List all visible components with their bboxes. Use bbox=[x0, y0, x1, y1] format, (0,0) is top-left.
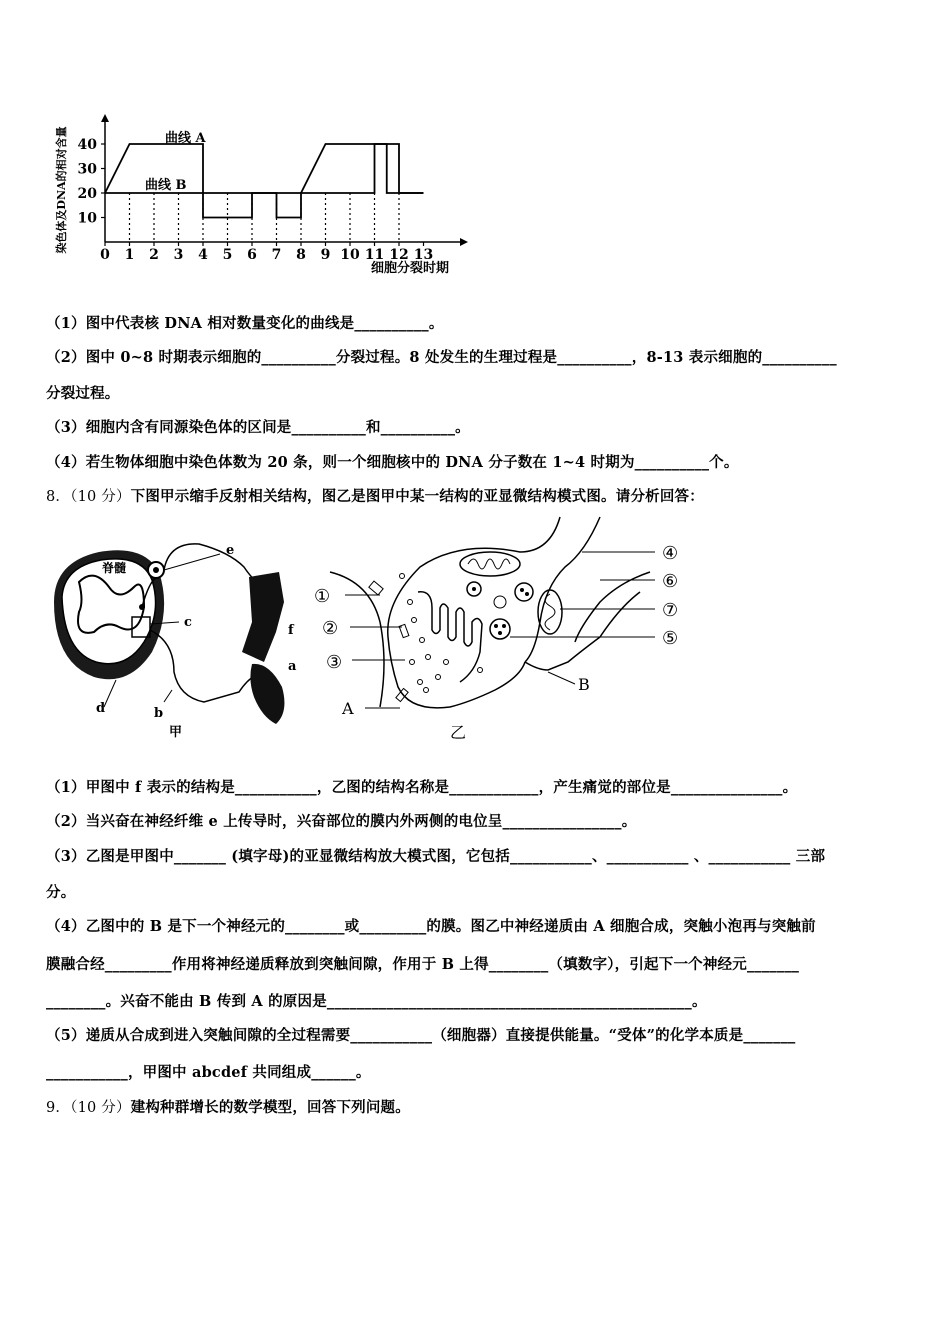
x-tick-label: 2 bbox=[149, 247, 159, 263]
axon-a bbox=[330, 572, 384, 707]
label-7: ⑦ bbox=[662, 600, 679, 621]
x-tick-label: 7 bbox=[271, 247, 282, 263]
q8-sub3-line1: （3）乙图是甲图中_______ (填字母)的亚显微结构放大模式图，它包括___________、___________ 、___________ 三部 bbox=[46, 848, 826, 865]
label-e: e bbox=[226, 543, 235, 558]
curve-a-label: 曲线 A bbox=[165, 131, 206, 146]
q8-sub5-line2: ___________，甲图中 abcdef 共同组成______。 bbox=[46, 1064, 371, 1081]
label-6: ⑥ bbox=[662, 571, 679, 592]
x-tick-label: 13 bbox=[413, 247, 434, 263]
caption-jia: 甲 bbox=[169, 725, 183, 740]
label-f: f bbox=[288, 623, 294, 638]
curve-b-label: 曲线 B bbox=[145, 178, 187, 193]
y-tick-label: 20 bbox=[77, 186, 97, 202]
mitochondrion bbox=[460, 552, 520, 576]
label-d: d bbox=[96, 701, 106, 716]
x-tick-label: 10 bbox=[340, 247, 360, 263]
q8-sub5-line1: （5）递质从合成到进入突触间隙的全过程需要___________（细胞器）直接提供能量。“受体”的化学本质是_______ bbox=[46, 1027, 796, 1044]
q7-sub3: （3）细胞内含有同源染色体的区间是__________和__________。 bbox=[46, 419, 470, 436]
efferent-nerve-b bbox=[150, 630, 259, 702]
label-3: ③ bbox=[326, 652, 343, 673]
label-a-cell: A bbox=[342, 699, 354, 718]
q9-number: 9． bbox=[46, 1100, 71, 1116]
q8-sub1: （1）甲图中 f 表示的结构是___________，乙图的结构名称是____________，产生痛觉的部位是_______________。 bbox=[46, 779, 798, 796]
q7-sub2-line1: （2）图中 0~8 时期表示细胞的__________分裂过程。8 处发生的生理过程是__________，8-13 表示细胞的__________ bbox=[46, 349, 837, 366]
x-tick-label: 5 bbox=[222, 247, 233, 263]
x-tick-label: 9 bbox=[320, 247, 331, 263]
q7-sub2-line2: 分裂过程。 bbox=[46, 385, 120, 402]
chart-svg bbox=[55, 112, 475, 282]
label-1: ① bbox=[314, 586, 331, 607]
q8-sub4-line3: ________。兴奋不能由 B 传到 A 的原因是_________________________________________________。 bbox=[46, 993, 707, 1010]
q8-stem: 下图甲示缩手反射相关结构，图乙是图甲中某一结构的亚显微结构模式图。请分析回答： bbox=[130, 488, 704, 505]
x-axis-label: 细胞分裂时期 bbox=[370, 261, 450, 276]
q7-sub1: （1）图中代表核 DNA 相对数量变化的曲线是__________。 bbox=[46, 315, 444, 332]
y-tick-label: 10 bbox=[77, 210, 97, 227]
q8-sub4-line2: 膜融合经_________作用将神经递质释放到突触间隙，作用于 B 上得________（填数字），引起下一个神经元_______ bbox=[46, 956, 800, 973]
reflex-arc-figure bbox=[44, 512, 314, 747]
presynaptic-membrane bbox=[388, 517, 560, 708]
x-tick-label: 6 bbox=[247, 247, 257, 263]
postsynaptic-cell-b bbox=[525, 592, 640, 670]
chart-dotted-lines bbox=[130, 193, 400, 242]
y-tick-label: 40 bbox=[77, 137, 97, 153]
q8-sub4-line1: （4）乙图中的 B 是下一个神经元的________或_________的膜。图乙中神经递质由 A 细胞合成，突触小泡再与突触前 bbox=[46, 918, 816, 935]
y-axis-label: 染色体及DNA的相对含量 bbox=[55, 126, 68, 254]
label-2: ② bbox=[322, 618, 339, 639]
x-tick-label: 4 bbox=[198, 247, 208, 263]
label-b: b bbox=[154, 706, 164, 721]
label-b-cell: B bbox=[578, 675, 590, 694]
y-axis-arrow bbox=[101, 114, 109, 122]
q8-sub2: （2）当兴奋在神经纤维 e 上传导时，兴奋部位的膜内外两侧的电位呈________________。 bbox=[46, 813, 637, 830]
synapse-figure bbox=[310, 512, 730, 747]
effector-a bbox=[250, 664, 284, 724]
x-tick-label: 3 bbox=[173, 247, 184, 263]
caption-yi: 乙 bbox=[450, 723, 467, 742]
x-tick-label: 8 bbox=[296, 247, 306, 263]
label-5: ⑤ bbox=[662, 628, 679, 649]
x-tick-label: 1 bbox=[124, 247, 135, 263]
synaptic-cleft-folds bbox=[418, 592, 482, 682]
label-c: c bbox=[184, 615, 192, 630]
q8-header bbox=[46, 485, 704, 506]
dna-chromosome-chart bbox=[55, 112, 475, 282]
q8-score: （10 分） bbox=[70, 489, 131, 505]
q9-score: （10 分） bbox=[70, 1100, 131, 1116]
label-a: a bbox=[288, 659, 297, 674]
y-tick-label: 30 bbox=[77, 161, 97, 178]
q8-number: 8． bbox=[46, 489, 71, 505]
x-tick-label: 11 bbox=[364, 247, 385, 263]
q8-sub3-line2: 分。 bbox=[46, 884, 76, 901]
q9-header bbox=[46, 1096, 410, 1117]
x-tick-label: 12 bbox=[389, 247, 409, 263]
q7-sub4: （4）若生物体细胞中染色体数为 20 条，则一个细胞核中的 DNA 分子数在 1~4 时期为__________个。 bbox=[46, 454, 739, 471]
label-4: ④ bbox=[662, 543, 679, 564]
spinal-label: 脊髓 bbox=[102, 561, 127, 575]
x-axis-arrow bbox=[460, 238, 468, 246]
receptor-f bbox=[242, 572, 284, 662]
x-tick-label: 0 bbox=[100, 247, 110, 263]
q9-stem: 建构种群增长的数学模型，回答下列问题。 bbox=[130, 1099, 410, 1116]
